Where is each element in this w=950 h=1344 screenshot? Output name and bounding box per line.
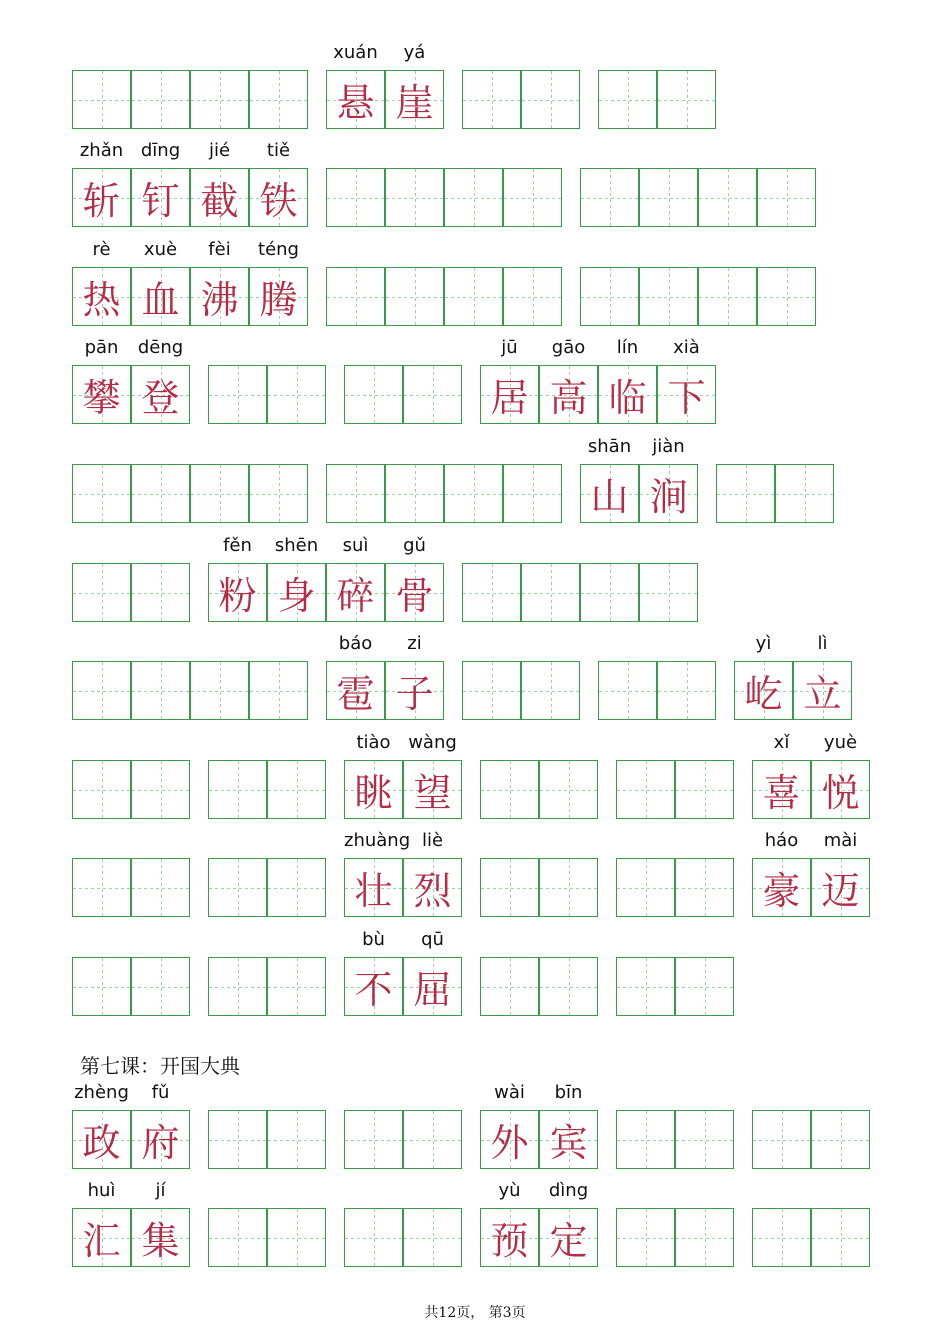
char-cell: 粉 [208,563,267,622]
blank-cell [811,1110,870,1169]
lesson-heading: 第七课：开国大典 [80,1054,240,1078]
blank-cell [580,168,639,227]
blank-cell [480,760,539,819]
char-cell: 热 [72,267,131,326]
blank-cell [616,760,675,819]
pinyin-label: zhèng [74,1082,129,1103]
blank-cell [208,957,267,1016]
blank-cell [72,957,131,1016]
blank-cell [190,464,249,523]
pinyin-label: liè [421,830,444,851]
blank-cell [385,168,444,227]
char-cell: 立 [793,661,852,720]
blank-cell [503,168,562,227]
char-cell: 子 [385,661,444,720]
blank-cell [249,661,308,720]
blank-cell [326,168,385,227]
char-cell: 汇 [72,1208,131,1267]
char-cell: 雹 [326,661,385,720]
char-cell: 悬 [326,70,385,129]
blank-cell [72,70,131,129]
char-cell: 眺 [344,760,403,819]
pinyin-label: huì [87,1180,116,1201]
pinyin-label: fǔ [151,1082,170,1103]
char-cell: 涧 [639,464,698,523]
blank-cell [521,563,580,622]
blank-cell [131,957,190,1016]
blank-cell [675,760,734,819]
pinyin-label: tiào [356,732,391,753]
char-cell: 崖 [385,70,444,129]
pinyin-label: rè [92,239,111,260]
char-cell: 身 [267,563,326,622]
char-cell: 截 [190,168,249,227]
char-cell: 屹 [734,661,793,720]
blank-cell [444,168,503,227]
blank-cell [598,70,657,129]
blank-cell [267,1208,326,1267]
blank-cell [72,858,131,917]
pinyin-label: xuè [143,239,178,260]
blank-cell [249,464,308,523]
page-footer: 共12页， 第3页 [424,1305,526,1321]
blank-cell [344,365,403,424]
char-cell: 望 [403,760,462,819]
char-cell: 斩 [72,168,131,227]
pinyin-label: jiàn [652,436,685,457]
char-cell: 悦 [811,760,870,819]
blank-cell [752,1110,811,1169]
blank-cell [131,70,190,129]
blank-cell [539,858,598,917]
char-cell: 临 [598,365,657,424]
blank-cell [326,464,385,523]
pinyin-label: dīng [140,140,181,161]
pinyin-label: jí [155,1180,166,1201]
blank-cell [385,267,444,326]
blank-cell [757,267,816,326]
char-cell: 碎 [326,563,385,622]
blank-cell [539,957,598,1016]
char-cell: 豪 [752,858,811,917]
pinyin-label: shēn [274,535,319,556]
blank-cell [757,168,816,227]
blank-cell [208,365,267,424]
pinyin-label: tiě [266,140,291,161]
blank-cell [131,760,190,819]
blank-cell [480,957,539,1016]
blank-cell [639,168,698,227]
blank-cell [344,1208,403,1267]
pinyin-label: fěn [223,535,252,556]
pinyin-label: bīn [554,1082,583,1103]
blank-cell [657,70,716,129]
char-cell: 烈 [403,858,462,917]
pinyin-label: fèi [208,239,231,260]
pinyin-label: yá [403,42,426,63]
char-cell: 钉 [131,168,190,227]
char-cell: 下 [657,365,716,424]
blank-cell [72,661,131,720]
blank-cell [208,1110,267,1169]
blank-cell [72,464,131,523]
char-cell: 沸 [190,267,249,326]
blank-cell [267,957,326,1016]
char-cell: 政 [72,1110,131,1169]
blank-cell [403,1208,462,1267]
pinyin-label: wài [494,1082,525,1103]
char-cell: 居 [480,365,539,424]
blank-cell [208,1208,267,1267]
blank-cell [675,1208,734,1267]
blank-cell [598,661,657,720]
blank-cell [639,563,698,622]
char-cell: 血 [131,267,190,326]
blank-cell [403,365,462,424]
char-cell: 壮 [344,858,403,917]
blank-cell [72,563,131,622]
blank-cell [267,858,326,917]
blank-cell [385,464,444,523]
char-cell: 骨 [385,563,444,622]
pinyin-label: yù [498,1180,521,1201]
blank-cell [131,464,190,523]
blank-cell [521,661,580,720]
blank-cell [190,661,249,720]
blank-cell [131,661,190,720]
pinyin-label: zi [407,633,422,654]
blank-cell [657,661,716,720]
blank-cell [639,267,698,326]
pinyin-label: gāo [551,337,586,358]
blank-cell [131,858,190,917]
pinyin-label: yì [755,633,772,654]
blank-cell [503,464,562,523]
char-cell: 攀 [72,365,131,424]
blank-cell [208,760,267,819]
pinyin-label: báo [338,633,373,654]
blank-cell [616,1208,675,1267]
blank-cell [444,464,503,523]
pinyin-label: xuán [333,42,378,63]
blank-cell [267,1110,326,1169]
pinyin-label: suì [342,535,369,556]
pinyin-label: xǐ [773,732,790,753]
char-cell: 迈 [811,858,870,917]
char-cell: 高 [539,365,598,424]
blank-cell [616,957,675,1016]
blank-cell [403,1110,462,1169]
blank-cell [698,267,757,326]
blank-cell [675,957,734,1016]
char-cell: 府 [131,1110,190,1169]
blank-cell [131,563,190,622]
char-cell: 喜 [752,760,811,819]
pinyin-label: jié [208,140,231,161]
blank-cell [190,70,249,129]
pinyin-label: yuè [823,732,858,753]
blank-cell [521,70,580,129]
pinyin-label: lì [817,633,828,654]
pinyin-label: dēng [137,337,184,358]
blank-cell [698,168,757,227]
pinyin-label: qū [421,929,444,950]
pinyin-label: zhuàng [344,830,411,851]
blank-cell [675,858,734,917]
blank-cell [326,267,385,326]
blank-cell [752,1208,811,1267]
pinyin-label: dìng [548,1180,589,1201]
char-cell: 预 [480,1208,539,1267]
char-cell: 集 [131,1208,190,1267]
blank-cell [249,70,308,129]
pinyin-label: pān [84,337,119,358]
blank-cell [267,365,326,424]
pinyin-label: háo [764,830,799,851]
pinyin-label: gǔ [403,535,426,556]
blank-cell [208,858,267,917]
pinyin-label: bù [362,929,385,950]
blank-cell [775,464,834,523]
blank-cell [444,267,503,326]
char-cell: 山 [580,464,639,523]
char-cell: 外 [480,1110,539,1169]
char-cell: 定 [539,1208,598,1267]
blank-cell [462,563,521,622]
pinyin-label: xià [673,337,700,358]
char-cell: 腾 [249,267,308,326]
pinyin-label: zhǎn [79,140,124,161]
blank-cell [716,464,775,523]
char-cell: 不 [344,957,403,1016]
blank-cell [462,70,521,129]
blank-cell [811,1208,870,1267]
char-cell: 铁 [249,168,308,227]
blank-cell [539,760,598,819]
pinyin-label: shān [587,436,632,457]
char-cell: 宾 [539,1110,598,1169]
blank-cell [580,267,639,326]
blank-cell [72,760,131,819]
blank-cell [503,267,562,326]
blank-cell [580,563,639,622]
char-cell: 登 [131,365,190,424]
blank-cell [616,1110,675,1169]
blank-cell [675,1110,734,1169]
char-cell: 屈 [403,957,462,1016]
pinyin-label: lín [616,337,639,358]
blank-cell [462,661,521,720]
pinyin-label: mài [823,830,858,851]
blank-cell [344,1110,403,1169]
blank-cell [267,760,326,819]
pinyin-label: wàng [408,732,457,753]
pinyin-label: jū [501,337,518,358]
blank-cell [480,858,539,917]
blank-cell [616,858,675,917]
pinyin-label: téng [258,239,299,260]
